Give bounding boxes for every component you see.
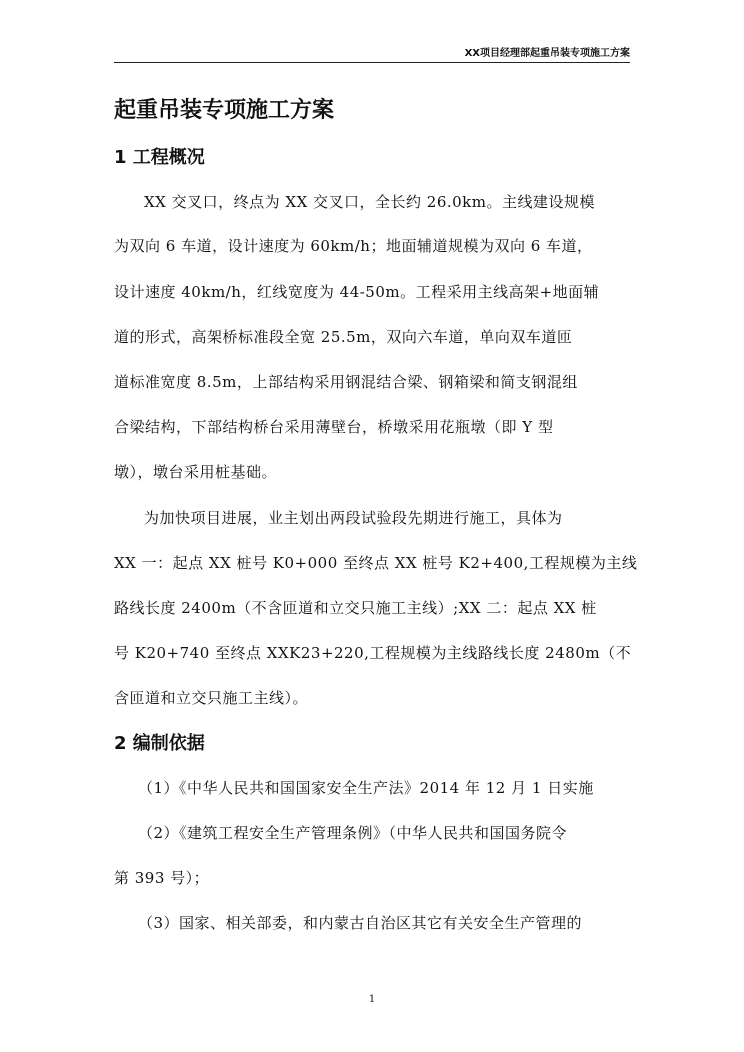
basis-item: （1）《中华人民共和国国家安全生产法》2014 年 12 月 1 日实施 <box>138 779 594 797</box>
body-line: XX 一：起点 XX 桩号 K0+000 至终点 XX 桩号 K2+400,工程规模为主线 <box>114 554 638 572</box>
body-line: 为双向 6 车道，设计速度为 60km/h；地面辅道规模为双向 6 车道， <box>114 237 593 255</box>
body-line: XX 交叉口，终点为 XX 交叉口，全长约 26.0km。主线建设规模 <box>144 193 596 211</box>
body-line: 含匝道和立交只施工主线）。 <box>114 689 309 707</box>
body-line: 设计速度 40km/h，红线宽度为 44-50m。工程采用主线高架+地面辅 <box>114 283 600 301</box>
body-line: 为加快项目进展，业主划出两段试验段先期进行施工，具体为 <box>144 509 563 527</box>
basis-item: （3）国家、相关部委，和内蒙古自治区其它有关安全生产管理的 <box>138 914 583 932</box>
body-line: 路线长度 2400m（不含匝道和立交只施工主线）;XX 二：起点 XX 桩 <box>114 599 597 617</box>
basis-item: （2）《建筑工程安全生产管理条例》（中华人民共和国国务院令 <box>138 824 568 842</box>
running-header: XX项目经理部起重吊装专项施工方案 <box>464 48 630 59</box>
section-heading-basis: 2 编制依据 <box>114 733 205 754</box>
section-heading-overview: 1 工程概况 <box>114 147 205 168</box>
body-line: 道的形式，高架桥标准段全宽 25.5m，双向六车道，单向双车道匝 <box>114 328 573 346</box>
header-rule <box>114 62 630 63</box>
body-line: 合梁结构，下部结构桥台采用薄壁台，桥墩采用花瓶墩（即 Y 型 <box>114 418 554 436</box>
basis-item-continuation: 第 393 号）； <box>114 869 210 887</box>
page-number: 1 <box>368 994 376 1005</box>
body-line: 号 K20+740 至终点 XXK23+220,工程规模为主线路线长度 2480m（不 <box>114 644 632 662</box>
body-line: 墩），墩台采用桩基础。 <box>114 463 278 481</box>
body-line: 道标准宽度 8.5m，上部结构采用钢混结合梁、钢箱梁和简支钢混组 <box>114 373 578 391</box>
document-title: 起重吊装专项施工方案 <box>114 98 335 123</box>
